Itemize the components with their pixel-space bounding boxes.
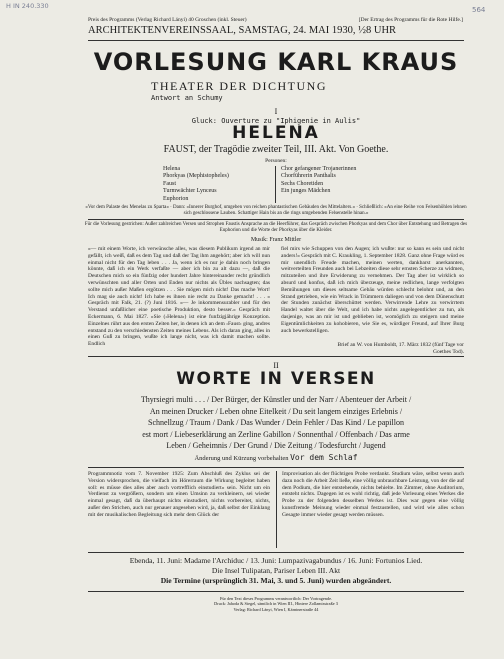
part-one-numeral: I [274, 107, 278, 116]
person: Ein junges Mädchen [281, 188, 331, 195]
upcoming-line-1: Ebenda, 11. Juni: Madame l'Archiduc / 13. Juni: Lumpazivagabundus / 16. Juni: Fortunios Lied. [129, 556, 423, 565]
person: Helena [163, 166, 180, 172]
work-title: HELENA [232, 123, 320, 143]
persons-right [281, 166, 411, 196]
dedication: Antwort an Schumy [151, 94, 223, 102]
poem-line: Leben / Geheimnis / Der Grund / Die Zeitung / Todesfurcht / Jugend [166, 441, 386, 450]
poem-line: Schnellzug / Traum / Dank / Das Wunder / Dein Fehler / Das Kind / Le papillon [148, 418, 404, 427]
changes-note: Änderung und Kürzung vorbehalten [194, 455, 289, 462]
poem-line: An meinen Drucker / Leben ohne Eitelkeit / Du seit langem einziges Erlebnis / [149, 406, 403, 416]
subtitle: THEATER DER DICHTUNG [151, 79, 327, 93]
person: Chorführerin Panthalis [281, 173, 336, 180]
proceeds-note: [Der Ertrag des Programms für die Rote Hilfe.] [358, 17, 463, 23]
poem-line: Thyrsiegri multi . . . / Der Bürger, der Künstler und der Narr / Abenteuer der Arbeit / [140, 395, 412, 404]
scene-notes: »Vor dem Palaste des Menelas zu Sparta« · Dann: »Innerer Burghof, umgeben von reichen phantastischen Gebäuden des Mittelalters.« · Schließlich: »An eine Reihe von Felsenhöhlen lehnen sich geschlossene Lauben. Schattiger Hain bis an die rings umgebenden Felsenstelle hinan.« [85, 205, 467, 217]
note-right: Improvisation als der flüchtigen Probe verdankt. Studium wäre, selbst wenn auch dazu noch die Arbeit Zeit ließe, eine völlig unbrauchbare Leistung, von der die auf dem Podium, die hier entstehende, nichts behielte. Im Zimmer, ohne Auditorium, entsteht nichts. Dagegen ist es wohl richtig, daß jede Vorlesung eines Werkes die Probe zu der folgenden desselben Werkes ist. Dies war gegen eine völlig kunstfremde Meinung wieder einmal festzustellen, und wird wie alles schon Gesagte immer wieder gesagt werden müssen. [282, 471, 464, 518]
person: Euphorion [163, 195, 189, 202]
cuts-note: Für die Vorlesung gestrichen: Außer zahlreichen Versen und Strophen Faustis Ansprache an die Heerführer, das Gespräch zwischen Phorkyas und dem Chor über Entstehung und Betragen des Euphorion und die Worte der Phorkyas über die Kleider. [84, 222, 468, 234]
quote-left: »— mit einem Worte, ich verwünsche alles, was diesem Publikum irgend an mir gefällt, ich weiß, daß es dem Tag und daß der Tag ihm angehört; aber ich will nun einmal nicht für den Tag leben . . . Ja, wenn ich es nur je dahin noch bringen könnte, daß ich ein Werk verfaßte — aber ich bin zu alt dazu —, daß die Deutschen mich so ein fünfzig oder hundert Jahre hintereinander recht gründlich verwünschten und aller Orten und Enden nur nichts als Übles nachsagten; das sollte mich außer Maßen ergötzen . . . Sie mögen mich nicht! Das mache Wort! Ich mag sie auch nicht! Ich habe es ihnen nie recht zu Danke gemacht! . . . « Gespräch mit Falk, 21. (?) Juni 1816. »— Je inkommensurabler und für den Verstand unfaßlicher eine poetische Produktion, desto besser.« Gespräch mit Eckermann, 6. Mai 1827. »Sie (›Helena‹) ist eine funfzigjährige Konzeption. Einzelnes rührt aus den ersten Zeiten her, in denen ich an dem ›Faust‹ ging, andres entstand zu den verschiedensten Zeiten meines Lebens. Als ich daran ging, alles in einen Guß zu bringen, wußte ich lange nicht, was ich damit machen sollte. Endlich [88, 246, 270, 348]
venue-date: ARCHITEKTENVEREINSSAAL, SAMSTAG, 24. MAI 1930, ½8 UHR [88, 25, 397, 36]
imprint-line: Verlag: Richard Lányi, Wien I, Kärntnerstraße 44 [233, 606, 319, 612]
imprint [88, 596, 464, 612]
archive-page-number: 564 [472, 6, 486, 14]
overture: Gluck: Ouverture zu "Iphigenie in Aulis" [191, 117, 361, 125]
quote-right: fiel mirs wie Schuppen von den Augen; ich wußte: nur so kann es sein und nicht anders!« Gespräch mit C. Kraukling, 1. September 1828. Ganz ohne Frage würd es mir unendlich Freude machen, meinen werten, dankbarst anerkannten, weitverteilten Freunden auch bei Lebzeiten diese sehr ernsten Scherze zu widmen, mitzuteilen und ihre Erwiderung zu vernehmen. Der Tag aber ist wirklich so absurd und konfus, daß ich mich überzeuge, meine redlichen, lange verfolgten Bemühungen um dieses seltsame Gebäu würden schlecht belohnt und, an den Strand getrieben, wie ein Wrack in Trümmern daliegen und von dem Dünenschutt der Stunden zunächst überschüttet werden. Verwirrende Lehre zu verwirrtem Handel waltet über die Welt, und ich habe nichts angelegentlicher zu tun, als dasjenige, was an mir ist und geblieben ist, womöglich zu steigern und meine Eigentümlichkeiten zu kohobieren, wie Sie es, würdiger Freund, auf Ihrer Burg auch bewerkstelligen. [281, 246, 464, 334]
person: Sechs Choretiden [281, 180, 324, 187]
upcoming-line-3: Die Termine (ursprünglich 31. Mai, 3. und 5. Juni) wurden abgeändert. [160, 576, 392, 585]
note-left: Programmnotiz vom 7. November 1925: Zum Abschluß des Zyklus sei der Version widersprochen, die vielfach im Hörerraum die Wirkung begleitet haben soll: es müsse dies alles aber auch vortrefflich einstudiert« sein. Nicht um ein Verdienst zu vergrößern, sondern um einen Umsinn zu verkleinern, sei wieder einmal gesagt, daß da überhaupt nichts einstudiert, nichts vorbereitet, nichts, außer den Strichen, auch nur genauer angesehen wird, ja, daß selbst der Einklang mit der musikalischen Begleitung sich mehr dem Glück der [88, 471, 270, 518]
music-credit: Musik: Franz Mittler [250, 237, 302, 243]
archive-mark: H IN 240.330 [6, 2, 49, 10]
work-subtitle: FAUST, der Tragödie zweiter Teil, III. Akt. Von Goethe. [163, 144, 389, 155]
person: Faust [163, 180, 177, 187]
person: Phorkyas (Mephistopheles) [163, 173, 229, 180]
imprint-line: Für den Text dieses Programms verantwortlich: Der Vortragende. [219, 596, 333, 601]
upcoming-line-2: Die Insel Tulipatan, Pariser Leben III. Akt [211, 566, 341, 575]
changes-title: Vor dem Schlaf [290, 453, 358, 462]
person: Turmwächter Lynceus [163, 188, 217, 195]
imprint-line: Druck: Jahoda & Siegel, sämtlich in Wien III., Hintere Zollamtsstraße 3 [214, 601, 338, 607]
page-title: VORLESUNG KARL KRAUS [93, 48, 459, 76]
poem-line: est mort / Liebeserklärung an Zerline Gabillon / Sonnenthal / Offenbach / Das arme [142, 429, 410, 439]
changes-line [88, 453, 464, 462]
quote-right-source: Brief an W. von Humboldt, 17. März 1832 (fünf Tage vor Goethes Tod). [337, 342, 464, 355]
price-note: Preis des Programms (Verlag Richard Lányi) 40 Groschen (inkl. Steuer) [88, 17, 247, 23]
persons-left [163, 166, 269, 203]
part-two-numeral: II [273, 361, 279, 370]
person: Chor gefangener Trojanerinnen [281, 166, 357, 172]
poem-list [84, 394, 468, 452]
persons-label: Personen: [265, 158, 287, 164]
part-two-heading: WORTE IN VERSEN [176, 369, 376, 389]
